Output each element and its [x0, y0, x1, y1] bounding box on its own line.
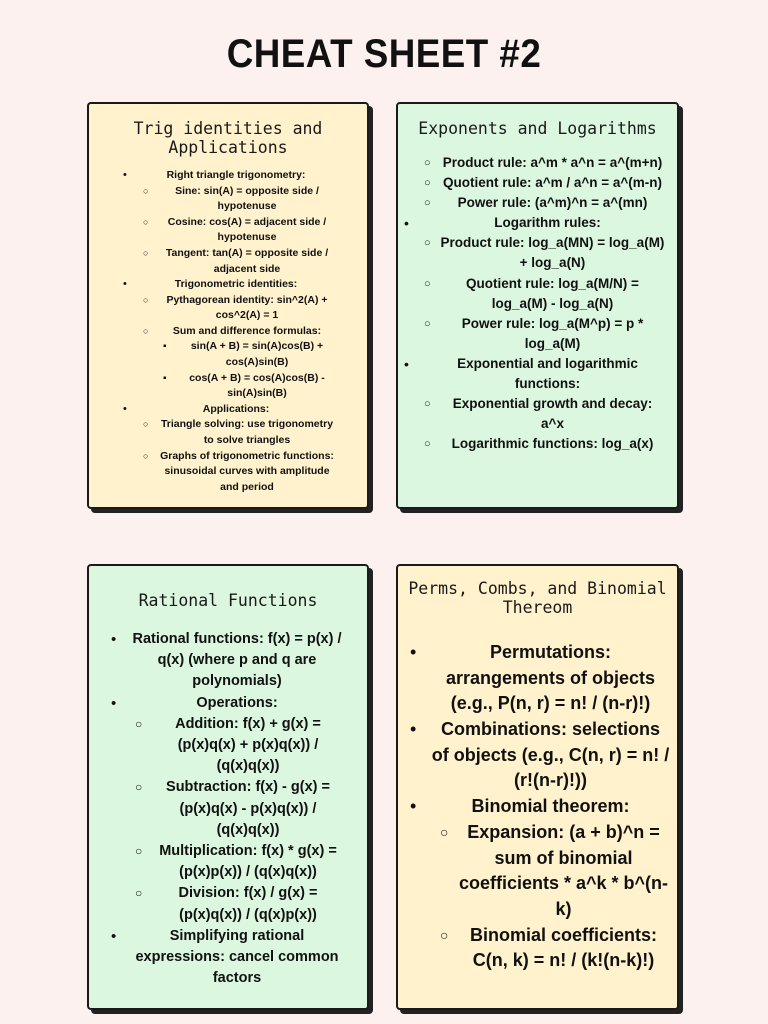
list-item: ○ Power rule: (a^m)^n = a^(mn)	[398, 193, 677, 213]
card-title-text: Trig identities and Applications	[133, 119, 323, 157]
card-rational-functions	[87, 564, 369, 1010]
list-item: • Trigonometric identities:	[89, 277, 367, 293]
list-item: ○ Triangle solving: use trigonometry to solve triangles	[89, 417, 367, 448]
list-item: ○ Subtraction: f(x) - g(x) = (p(x)q(x) - p(x)q(x)) / (q(x)q(x))	[89, 777, 367, 841]
list-item: ▪ sin(A + B) = sin(A)cos(B) + cos(A)sin(B)	[89, 339, 367, 370]
list-item: ○ Multiplication: f(x) * g(x) = (p(x)p(x)) / (q(x)q(x))	[89, 841, 367, 883]
card-exponents-logarithms	[396, 102, 679, 509]
card-title	[398, 580, 677, 618]
rational-list	[89, 629, 367, 989]
card-title-text: Rational Functions	[138, 591, 318, 610]
list-item: ○ Graphs of trigonometric functions: sinusoidal curves with amplitude and period	[89, 449, 367, 496]
list-item: ○ Division: f(x) / g(x) = (p(x)q(x)) / (q(x)p(x))	[89, 883, 367, 925]
list-item: ○ Quotient rule: log_a(M/N) = log_a(M) - log_a(N)	[398, 274, 677, 314]
card-title	[89, 592, 367, 611]
card-perms-combs-binomial	[396, 564, 679, 1010]
card-title	[398, 120, 677, 139]
list-item: • Binomial theorem:	[398, 794, 677, 820]
list-item: ▪ cos(A + B) = cos(A)cos(B) - sin(A)sin(B)	[89, 371, 367, 402]
list-item: ○ Power rule: log_a(M^p) = p * log_a(M)	[398, 314, 677, 354]
list-item: ○ Addition: f(x) + g(x) = (p(x)q(x) + p(x)q(x)) / (q(x)q(x))	[89, 714, 367, 778]
card-title-text: Perms, Combs, and Binomial Thereom	[408, 579, 667, 617]
list-item: • Exponential and logarithmic functions:	[398, 354, 677, 394]
exponents-list	[398, 153, 677, 454]
trig-list	[89, 168, 367, 495]
list-item: ○ Tangent: tan(A) = opposite side / adjacent side	[89, 246, 367, 277]
list-item: ○ Product rule: a^m * a^n = a^(m+n)	[398, 153, 677, 173]
page-title: CHEAT SHEET #2	[226, 32, 542, 76]
list-item: • Rational functions: f(x) = p(x) / q(x) (where p and q are polynomials)	[89, 629, 367, 693]
list-item: ○ Expansion: (a + b)^n = sum of binomial coefficients * a^k * b^(n-k)	[398, 820, 677, 923]
list-item: • Combinations: selections of objects (e.g., C(n, r) = n! / (r!(n-r)!))	[398, 717, 677, 794]
list-item: ○ Quotient rule: a^m / a^n = a^(m-n)	[398, 173, 677, 193]
card-trig-identities	[87, 102, 369, 509]
list-item: • Applications:	[89, 402, 367, 418]
list-item: ○ Sum and difference formulas:	[89, 324, 367, 340]
list-item: • Right triangle trigonometry:	[89, 168, 367, 184]
perms-list	[398, 640, 677, 974]
list-item: • Operations:	[89, 693, 367, 714]
list-item: ○ Product rule: log_a(MN) = log_a(M) + log_a(N)	[398, 233, 677, 273]
list-item: ○ Binomial coefficients: C(n, k) = n! / (k!(n-k)!)	[398, 923, 677, 974]
list-item: ○ Exponential growth and decay: a^x	[398, 394, 677, 434]
list-item: ○ Pythagorean identity: sin^2(A) + cos^2(A) = 1	[89, 293, 367, 324]
card-title	[89, 120, 367, 158]
list-item: ○ Sine: sin(A) = opposite side / hypotenuse	[89, 184, 367, 215]
card-title-text: Exponents and Logarithms	[418, 119, 657, 138]
list-item: • Logarithm rules:	[398, 213, 677, 233]
list-item: ○ Logarithmic functions: log_a(x)	[398, 434, 677, 454]
list-item: ○ Cosine: cos(A) = adjacent side / hypotenuse	[89, 215, 367, 246]
list-item: • Permutations: arrangements of objects (e.g., P(n, r) = n! / (n-r)!)	[398, 640, 677, 717]
list-item: • Simplifying rational expressions: cancel common factors	[89, 926, 367, 990]
